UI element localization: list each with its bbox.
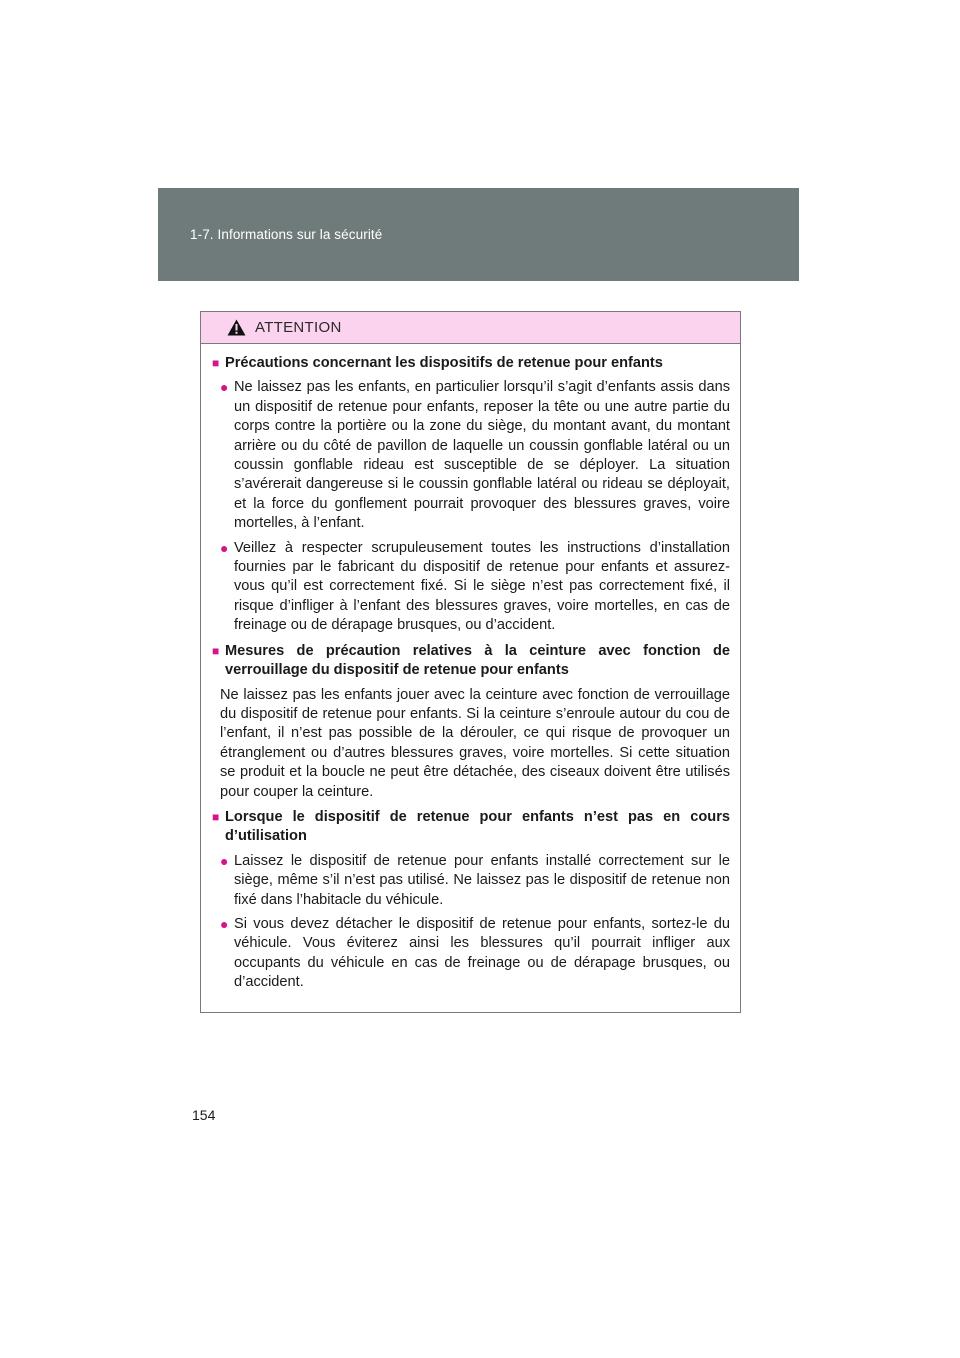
bullet-text: Ne laissez pas les enfants, en particulier lorsqu’il s’agit d’enfants assis dans un dispositif de retenue pour enfants, reposer la tête ou une autre partie du corps contre la portière ou la zone du siège, du montant avant, du montant arrière ou du côté de pavillon de laquelle un coussin gonflable latéral ou un coussin gonflable rideau est susceptible de se déployer. La situation s’avérerait dangereuse si le coussin gonflable latéral ou rideau se déployait, et la force du gonflement pourrait provoquer des blessures graves, voire mortelles, à l’enfant.	[234, 379, 730, 532]
section-heading: Lorsque le dispositif de retenue pour enfants n’est pas en cours d’utilisation	[225, 808, 730, 845]
circle-bullet-icon: ●	[220, 379, 229, 396]
square-bullet-icon: ■	[212, 809, 220, 824]
list-item	[212, 915, 730, 993]
warning-triangle-icon	[227, 319, 246, 336]
warning-header	[201, 312, 740, 344]
bullet-text: Si vous devez détacher le dispositif de retenue pour enfants, sortez-le du véhicule. Vous éviterez ainsi les blessures qu’il pourrait infliger aux occupants du véhicule en cas de freinage ou de dérapage brusques, ou d’accident.	[234, 915, 730, 991]
warning-section	[212, 808, 730, 993]
circle-bullet-icon: ●	[220, 915, 229, 932]
warning-body	[201, 344, 740, 993]
list-item	[212, 539, 730, 636]
section-heading: Précautions concernant les dispositifs de retenue pour enfants	[225, 355, 663, 371]
square-bullet-icon: ■	[212, 643, 220, 658]
section-title: 1-7. Informations sur la sécurité	[190, 227, 383, 242]
bullet-text: Laissez le dispositif de retenue pour enfants installé correctement sur le siège, même s’il n’est pas utilisé. Ne laissez pas le dispositif de retenue non fixé dans l’habitacle du véhicule.	[234, 852, 730, 908]
page-number: 154	[192, 1107, 216, 1123]
bullet-text: Veillez à respecter scrupuleusement toutes les instructions d’installation fournies par le fabricant du dispositif de retenue pour enfants et assurez-vous qu’il est correctement fixé. Si le siège n’est pas correctement fixé, il risque d’infliger à l’enfant des blessures graves, voire mortelles, en cas de freinage ou de dérapage brusques, ou d’accident.	[234, 539, 730, 634]
list-item	[212, 378, 730, 533]
warning-label: ATTENTION	[255, 319, 342, 336]
warning-box	[200, 311, 741, 1013]
section-heading: Mesures de précaution relatives à la ceinture avec fonction de verrouillage du dispositif de retenue pour enfants	[225, 642, 730, 679]
square-bullet-icon: ■	[212, 356, 220, 370]
paragraph-text: Ne laissez pas les enfants jouer avec la ceinture avec fonction de verrouillage du dispositif de retenue pour enfants. Si la ceinture s’enroule autour du cou de l’enfant, il n’est pas possible de la dérouler, ce qui risque de provoquer un étranglement ou d’autres blessures graves, voire mortelles. Si cette situation se produit et la boucle ne peut être détachée, des ciseaux doivent être utilisés pour couper la ceinture.	[220, 686, 730, 800]
list-item	[212, 852, 730, 910]
circle-bullet-icon: ●	[220, 852, 229, 869]
warning-section	[212, 354, 730, 636]
circle-bullet-icon: ●	[220, 539, 229, 556]
warning-section	[212, 642, 730, 802]
